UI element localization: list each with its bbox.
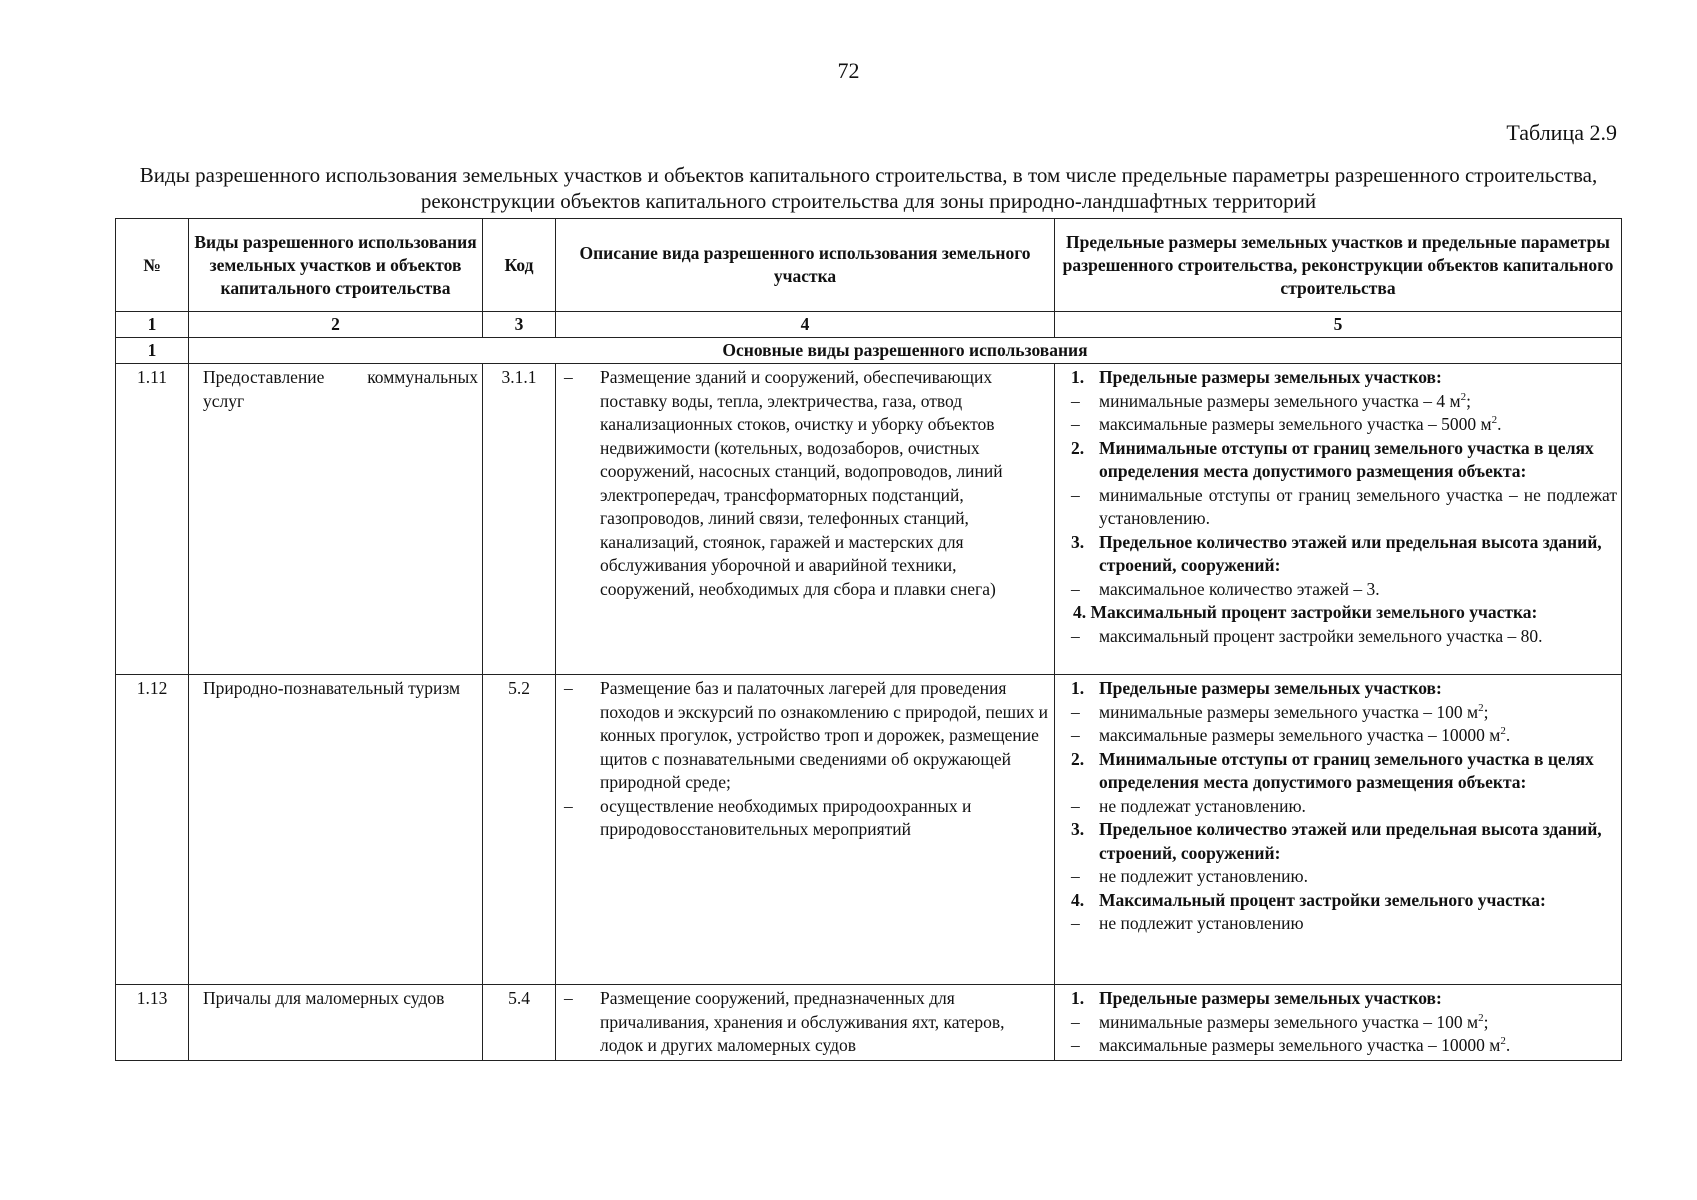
param-item: – минимальные размеры земельного участка – 4 $м^2$; (1071, 390, 1471, 411)
param-item: – максимальные размеры земельного участка – 10000 $м^2$. (1071, 725, 1511, 745)
column-number-row (116, 312, 1622, 338)
table-header-row (116, 219, 1622, 312)
param-heading: 3. Предельное количество этажей или предельная высота зданий, строений, сооружений: (1071, 819, 1602, 863)
header-num: № (116, 219, 189, 312)
table-row (116, 364, 1622, 675)
column-number: 2 (189, 312, 483, 338)
param-item: – максимальные размеры земельного участка – 5000 $м^2$. (1071, 414, 1502, 434)
row-name: Причалы для маломерных судов (189, 985, 483, 1061)
param-item: – не подлежит установлению (1071, 913, 1304, 933)
row-num: 1.13 (116, 985, 189, 1061)
column-number: 4 (556, 312, 1055, 338)
dash-marker: – (564, 795, 573, 816)
param-heading: 4. Максимальный процент застройки земельного участка: (1073, 602, 1538, 622)
header-description: Описание вида разрешенного использования земельного участка (556, 219, 1055, 312)
param-heading: 2. Минимальные отступы от границ земельного участка в целях определения места допустимого размещения объекта: (1071, 748, 1594, 792)
dash-marker: – (564, 367, 573, 387)
param-item: – не подлежит установлению. (1071, 866, 1308, 886)
description-item: – осуществление необходимых природоохранных и природовосстановительных мероприятий (564, 795, 972, 839)
header-params: Предельные размеры земельных участков и предельные параметры разрешенного строительства, реконструкции объектов капитального строительства (1055, 219, 1622, 312)
row-num: 1.12 (116, 675, 189, 985)
dash-marker: – (564, 988, 573, 1008)
param-heading: 2. Минимальные отступы от границ земельного участка в целях определения места допустимого размещения объекта: (1071, 437, 1594, 481)
description-item: – Размещение баз и палаточных лагерей для проведения походов и экскурсий по ознакомлению с природой, пеших и конных прогулок, устройство троп и дорожек, размещение щитов с познавательными сведениями об окружающей природной среде; (564, 678, 1048, 792)
param-heading: 3. Предельное количество этажей или предельная высота зданий, строений, сооружений: (1071, 531, 1602, 575)
param-heading: 1. Предельные размеры земельных участков: (1071, 367, 1442, 387)
table-row (116, 675, 1622, 985)
row-params (1055, 985, 1622, 1061)
row-name: Предоставление коммунальных услуг (189, 364, 483, 675)
table-row (116, 985, 1622, 1061)
param-heading: 1. Предельные размеры земельных участков: (1071, 988, 1442, 1008)
row-code: 5.2 (483, 675, 556, 985)
header-name: Виды разрешенного использования земельных участков и объектов капитального строительства (189, 219, 483, 312)
header-code: Код (483, 219, 556, 312)
column-number: 3 (483, 312, 556, 338)
row-name: Природно-познавательный туризм (189, 675, 483, 985)
column-number: 1 (116, 312, 189, 338)
row-description (556, 364, 1055, 675)
row-num: 1.11 (116, 364, 189, 675)
param-item: – минимальные отступы от границ земельного участка – не подлежат установлению. (1071, 484, 1617, 528)
column-number: 5 (1055, 312, 1622, 338)
row-params (1055, 675, 1622, 985)
section-row (116, 338, 1622, 364)
row-description (556, 675, 1055, 985)
param-heading: 1. Предельные размеры земельных участков: (1071, 678, 1442, 698)
param-item: – максимальные размеры земельного участка – 10000 $м^2$. (1071, 1035, 1511, 1055)
dash-marker: – (564, 678, 573, 698)
param-heading: 4. Максимальный процент застройки земельного участка: (1071, 889, 1546, 910)
section-num: 1 (116, 338, 189, 364)
param-item: – минимальные размеры земельного участка – 100 $м^2$; (1071, 701, 1489, 722)
description-item: – Размещение сооружений, предназначенных для причаливания, хранения и обслуживания яхт, катеров, лодок и других маломерных судов (564, 988, 1005, 1055)
row-params (1055, 364, 1622, 675)
param-item: – не подлежат установлению. (1071, 795, 1306, 816)
row-description (556, 985, 1055, 1061)
param-item: – максимальный процент застройки земельного участка – 80. (1071, 625, 1543, 646)
table-label: Таблица 2.9 (1506, 120, 1617, 145)
land-use-table (115, 218, 1622, 1061)
row-code: 3.1.1 (483, 364, 556, 675)
section-title: Основные виды разрешенного использования (189, 338, 1622, 364)
description-item: – Размещение зданий и сооружений, обеспечивающих поставку воды, тепла, электричества, газа, отвод канализационных стоков, очистку и уборку объектов недвижимости (котельных, водозаборов, очистных сооружений, насосных станций, водопроводов, линий электропередач, трансформаторных подстанций, газопроводов, линий связи, телефонных станций, канализаций, стоянок, гаражей и мастерских для обслуживания уборочной и аварийной техники, сооружений, необходимых для сбора и плавки снега) (564, 367, 1003, 599)
param-item: – минимальные размеры земельного участка – 100 $м^2$; (1071, 1011, 1489, 1032)
param-item: – максимальное количество этажей – 3. (1071, 578, 1380, 599)
page-number: 72 (837, 58, 860, 83)
document-title: Виды разрешенного использования земельных участков и объектов капитального строительства, в том числе предельные параметры разрешенного строительства, реконструкции объектов капитального строительства для зоны природно-ландшафтных территорий (139, 163, 1598, 213)
row-code: 5.4 (483, 985, 556, 1061)
